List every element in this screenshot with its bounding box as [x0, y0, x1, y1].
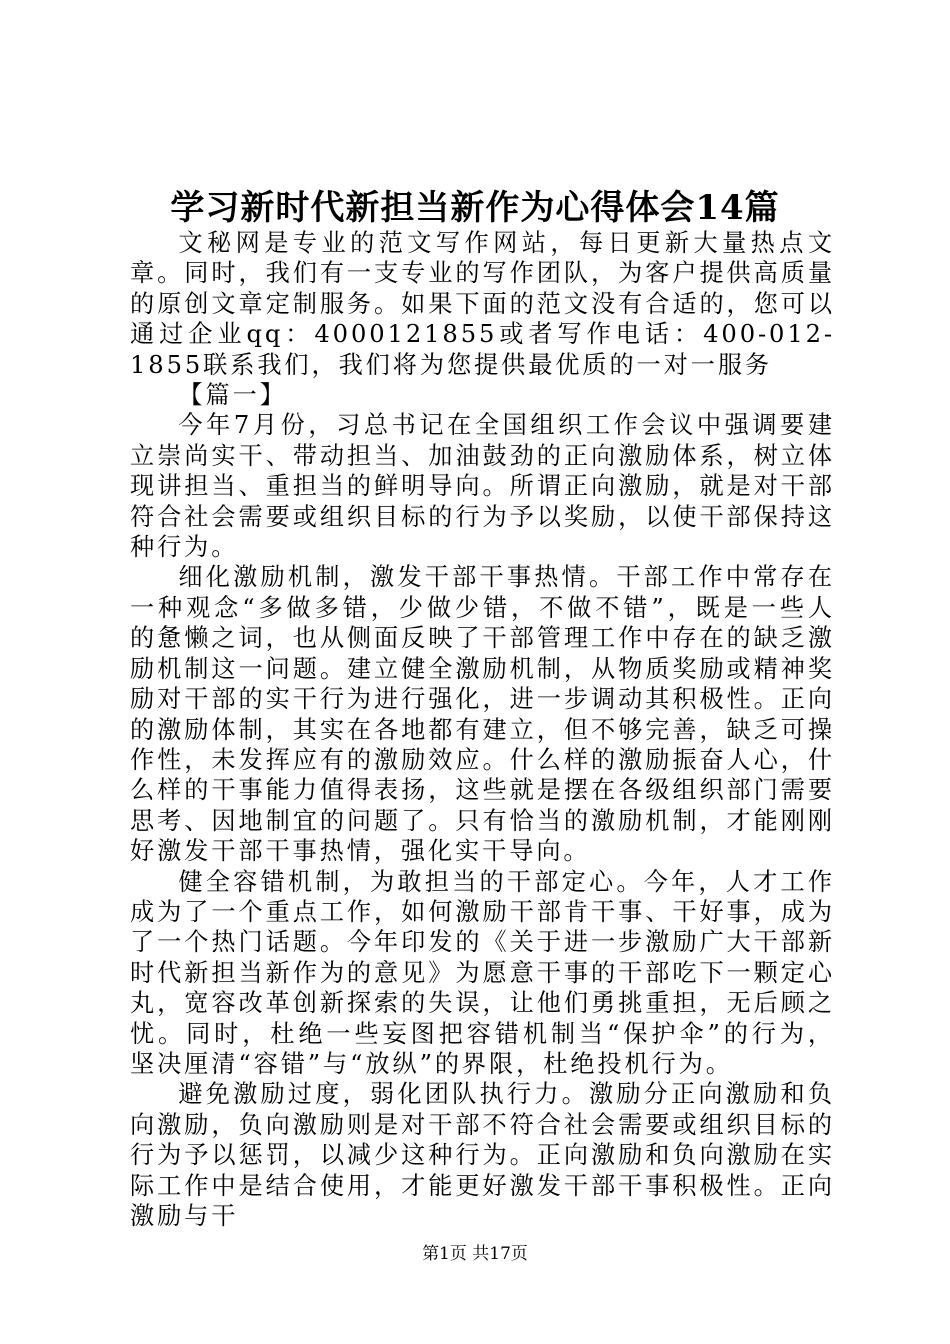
intro-paragraph: 文秘网是专业的范文写作网站，每日更新大量热点文章。同时，我们有一支专业的写作团队，为客户提供高质量的原创文章定制服务。如果下面的范文没有合适的，您可以通过企业qq：4000121855或者写作电话：400-012-1855联系我们，我们将为您提供最优质的一对一服务 — [130, 229, 835, 379]
body-paragraph-1: 今年7月份，习总书记在全国组织工作会议中强调要建立崇尚实干、带动担当、加油鼓劲的正向激励体系，树立体现讲担当、重担当的鲜明导向。所谓正向激励，就是对干部符合社会需要或组织目标的行为予以奖励，以使干部保持这种行为。 — [130, 411, 835, 562]
body-paragraph-3: 健全容错机制，为敢担当的干部定心。今年，人才工作成为了一个重点工作，如何激励干部肯干事、干好事，成为了一个热门话题。今年印发的《关于进一步激励广大干部新时代新担当新作为的意见》为愿意干事的干部吃下一颗定心丸，宽容改革创新探索的失误，让他们勇挑重担，无后顾之忧。同时，杜绝一些妄图把容错机制当“保护伞”的行为，坚决厘清“容错”与“放纵”的界限，杜绝投机行为。 — [130, 867, 835, 1078]
page-number-footer: 第1页 共17页 — [422, 1244, 528, 1264]
section-heading: 【篇一】 — [178, 381, 287, 410]
document-title: 学习新时代新担当新作为心得体会14篇 — [170, 188, 780, 228]
body-paragraph-4: 避免激励过度，弱化团队执行力。激励分正向激励和负向激励，负向激励则是对干部不符合社会需要或组织目标的行为予以惩罚，以减少这种行为。正向激励和负向激励在实际工作中是结合使用，才能更好激发干部干事积极性。正向激励与干 — [130, 1080, 835, 1230]
body-paragraph-2: 细化激励机制，激发干部干事热情。干部工作中常存在一种观念“多做多错，少做少错，不做不错”，既是一些人的惫懒之词，也从侧面反映了干部管理工作中存在的缺乏激励机制这一问题。建立健全激励机制，从物质奖励或精神奖励对干部的实干行为进行强化，进一步调动其积极性。正向的激励体制，其实在各地都有建立，但不够完善，缺乏可操作性，未发挥应有的激励效应。什么样的激励振奋人心，什么样的干事能力值得表扬，这些就是摆在各级组织部门需要思考、因地制宜的问题了。只有恰当的激励机制，才能刚刚好激发干部干事热情，强化实干导向。 — [130, 563, 835, 866]
document-body — [130, 228, 835, 1231]
